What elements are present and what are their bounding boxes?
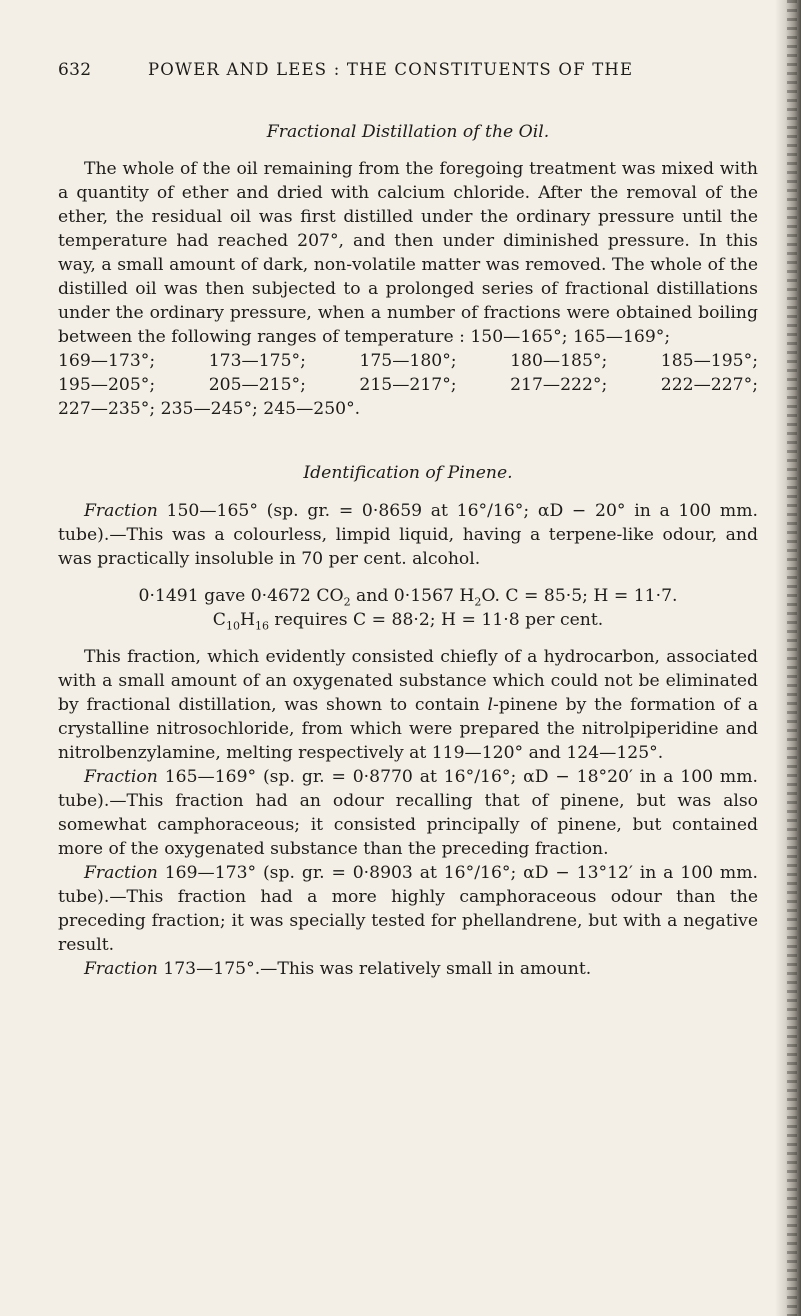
paragraph-text: -pinene by the formation of a crystalline nitrosochloride, from which were prepared the nitrolpiperidine and nitrolbenzylamine, melting respectively at 119—120° and 124—125°.: [58, 695, 758, 763]
formula-text: C: [212, 610, 226, 630]
fraction-text: 150—165° (sp. gr. = 0·8659 at 16°/16°; αD − 20° in a 100 mm. tube).—This was a colourless, limpid liquid, having a terpene-like odour, and was practically insoluble in 70 per cent. alcohol.: [58, 501, 758, 569]
subscript: 2: [474, 595, 482, 609]
paragraph-text: This fraction, which evidently consisted chiefly of a hydrocarbon, associated with a small amount of an oxygenated substance which could not be eliminated by fractional distillation, was shown to contain: [58, 647, 758, 715]
analysis-text: O. C = 85·5; H = 11·7.: [481, 586, 678, 606]
distillation-paragraph: The whole of the oil remaining from the foregoing treatment was mixed with a quantity of ether and dried with calcium chloride. After the removal of the ether, the residual oil was first distilled under the ordinary pressure until the temperature had reached 207°, and then under diminished pressure. In this way, a small amount of dark, non-volatile matter was removed. The whole of the distilled oil was then subjected to a prolonged series of fractional distillations under the ordinary pressure, when a number of fractions were obtained boiling between the following ranges of temperature : 150—165°; 165—169°;: [58, 159, 758, 347]
fraction-173-175-paragraph: [58, 957, 758, 981]
fraction-169-173-paragraph: [58, 861, 758, 957]
italic-prefix: l: [487, 695, 494, 715]
temperature-ranges-line-1: 169—173°; 173—175°; 175—180°; 180—185°; 185—195°;: [58, 351, 758, 371]
page-number: 632: [58, 60, 92, 80]
combustion-analysis-line: [58, 584, 758, 608]
fraction-text: 165—169° (sp. gr. = 0·8770 at 16°/16°; αD − 18°20′ in a 100 mm. tube).—This fraction had an odour recalling that of pinene, but was also somewhat camphoraceous; it consisted principally of pinene, but contained more of the oxygenated substance than the preceding fraction.: [58, 767, 758, 859]
fraction-label: Fraction: [84, 863, 158, 883]
analysis-text: and 0·1567 H: [350, 586, 475, 606]
subscript: 10: [225, 619, 240, 633]
fraction-text: 169—173° (sp. gr. = 0·8903 at 16°/16°; αD − 13°12′ in a 100 mm. tube).—This fraction had a more highly camphoraceous odour than the preceding fraction; it was specially tested for phellandrene, but with a negative result.: [58, 863, 758, 955]
fraction-150-165-paragraph: [58, 499, 758, 571]
formula-requirement-line: [58, 608, 758, 632]
page-body: [58, 120, 758, 981]
temperature-ranges-line-2: 195—205°; 205—215°; 215—217°; 217—222°; 222—227°;: [58, 375, 758, 395]
page-edge-texture: [787, 0, 797, 1316]
fraction-165-169-paragraph: [58, 765, 758, 861]
fraction-label: Fraction: [84, 767, 158, 787]
temperature-ranges-line-3: 227—235°; 235—245°; 245—250°.: [58, 399, 361, 419]
fraction-label: Fraction: [84, 501, 158, 521]
fraction-label: Fraction: [84, 959, 158, 979]
formula-text: requires C = 88·2; H = 11·8 per cent.: [268, 610, 604, 630]
subscript: 16: [254, 619, 269, 633]
running-title: POWER AND LEES : THE CONSTITUENTS OF THE: [148, 60, 634, 79]
section-title-identification-pinene: Identification of Pinene.: [303, 463, 513, 483]
fraction-text: 173—175°.—This was relatively small in amount.: [157, 959, 592, 979]
pinene-identification-paragraph: [58, 645, 758, 765]
section-title-fractional-distillation: Fractional Distillation of the Oil.: [266, 122, 550, 142]
subscript: 2: [343, 595, 351, 609]
page-header: [58, 60, 758, 84]
analysis-text: 0·1491 gave 0·4672 CO: [138, 586, 344, 606]
formula-text: H: [239, 610, 255, 630]
